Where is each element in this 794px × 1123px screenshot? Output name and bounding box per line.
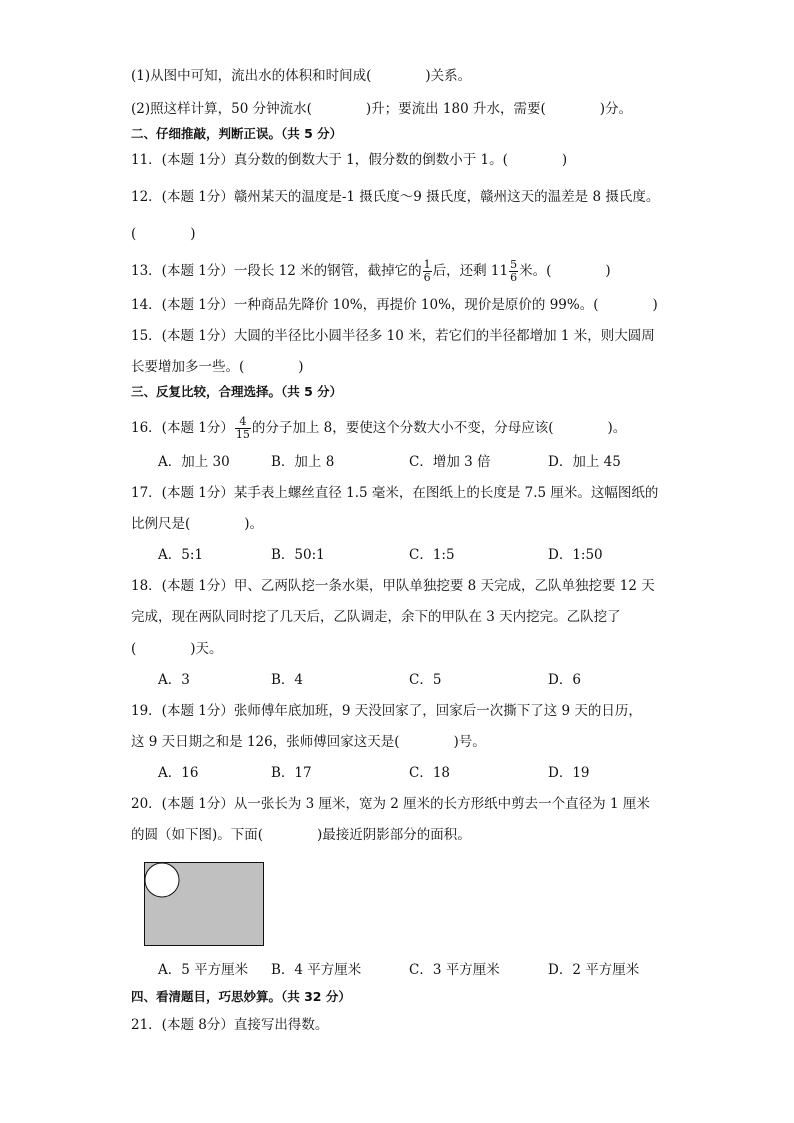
- question-18-line3: ( )天。: [131, 641, 223, 657]
- q18-option-c: C．5: [409, 672, 442, 688]
- q20-option-c: C．3 平方厘米: [409, 962, 500, 978]
- question-16: [131, 416, 626, 441]
- section-4-title: 四、看清题目，巧思妙算。（共 32 分）: [131, 989, 351, 1004]
- question-15-line2: 长要增加多一些。( ): [131, 359, 304, 375]
- q16-option-a: A．加上 30: [158, 454, 230, 470]
- question-20-line2: 的圆（如下图)。下面( )最接近阴影部分的面积。: [131, 827, 471, 843]
- rectangle-with-circle-figure: [144, 862, 264, 946]
- q16-option-c: C．增加 3 倍: [409, 454, 491, 470]
- q13-fraction-2: [509, 259, 518, 284]
- question-11: 11．(本题 1分）真分数的倒数大于 1，假分数的倒数小于 1。( ): [131, 152, 568, 168]
- q20-option-b: B．4 平方厘米: [271, 962, 362, 978]
- question-19-line1: 19．(本题 1分）张师傅年底加班，9 天没回家了，回家后一次撕下了这 9 天的日历，: [131, 703, 642, 719]
- question-19-line2: 这 9 天日期之和是 126，张师傅回家这天是( )号。: [131, 734, 486, 750]
- fraction-denominator: 6: [510, 271, 518, 284]
- q17-option-b: B．50:1: [271, 547, 325, 563]
- question-17-line2: 比例尺是( )。: [131, 516, 264, 532]
- question-20-line1: 20．(本题 1分）从一张长为 3 厘米，宽为 2 厘米的长方形纸中剪去一个直径为 1 厘米: [131, 796, 650, 812]
- section-3-title: 三、反复比较，合理选择。（共 5 分）: [131, 384, 343, 399]
- q13-fraction-1: [423, 259, 432, 284]
- cut-out-circle: [145, 863, 179, 897]
- question-14: 14．(本题 1分）一种商品先降价 10%，再提价 10%，现价是原价的 99%。( ): [131, 297, 658, 313]
- q16-fraction: [235, 416, 251, 441]
- line-q-part1: (1)从图中可知，流出水的体积和时间成( )关系。: [131, 68, 472, 84]
- q17-option-c: C．1:5: [409, 547, 455, 563]
- question-21: 21．(本题 8分）直接写出得数。: [131, 1017, 329, 1033]
- q19-option-d: D．19: [548, 765, 590, 781]
- q17-option-d: D．1:50: [548, 547, 603, 563]
- question-17-line1: 17．(本题 1分）某手表上螺丝直径 1.5 毫米，在图纸上的长度是 7.5 厘米。这幅图纸的: [131, 485, 659, 501]
- fraction-numerator: 4: [235, 416, 251, 429]
- q16-option-b: B．加上 8: [271, 454, 335, 470]
- q16-option-d: D．加上 45: [548, 454, 621, 470]
- section-2-title: 二、仔细推敲，判断正误。（共 5 分）: [131, 126, 343, 141]
- q16-text-post: 的分子加上 8，要使这个分数大小不变，分母应该( )。: [251, 420, 627, 436]
- question-12-line2: ( ): [131, 226, 196, 242]
- question-13: [131, 259, 611, 284]
- q16-text-pre: 16．(本题 1分）: [131, 420, 234, 436]
- q13-text-post: 米。( ): [519, 263, 611, 279]
- q20-option-d: D．2 平方厘米: [548, 962, 640, 978]
- q19-option-a: A．16: [158, 765, 199, 781]
- question-18-line1: 18．(本题 1分）甲、乙两队挖一条水渠，甲队单独挖要 8 天完成，乙队单独挖要 12 天: [131, 578, 655, 594]
- q13-text-pre: 13．(本题 1分）一段长 12 米的钢管，截掉它的: [131, 263, 422, 279]
- q17-option-a: A．5:1: [158, 547, 203, 563]
- q19-option-c: C．18: [409, 765, 451, 781]
- fraction-denominator: 15: [235, 428, 250, 441]
- question-18-line2: 完成，现在两队同时挖了几天后，乙队调走，余下的甲队在 3 天内挖完。乙队挖了: [131, 609, 621, 625]
- fraction-denominator: 6: [423, 271, 431, 284]
- q18-option-b: B．4: [271, 672, 304, 688]
- q19-option-b: B．17: [271, 765, 312, 781]
- question-12-line1: 12．(本题 1分）赣州某天的温度是-1 摄氏度～9 摄氏度，赣州这天的温差是 8 摄氏度。: [131, 189, 660, 205]
- q18-option-a: A．3: [158, 672, 190, 688]
- q13-text-mid: 后，还剩 11: [432, 263, 509, 279]
- fraction-numerator: 1: [423, 258, 431, 271]
- question-15-line1: 15．(本题 1分）大圆的半径比小圆半径多 10 米，若它们的半径都增加 1 米，则大圆周: [131, 328, 655, 344]
- fraction-numerator: 5: [510, 258, 518, 271]
- q18-option-d: D．6: [548, 672, 581, 688]
- q20-option-a: A．5 平方厘米: [158, 962, 249, 978]
- line-q-part2: (2)照这样计算，50 分钟流水( )升；要流出 180 升水，需要( )分。: [131, 101, 633, 117]
